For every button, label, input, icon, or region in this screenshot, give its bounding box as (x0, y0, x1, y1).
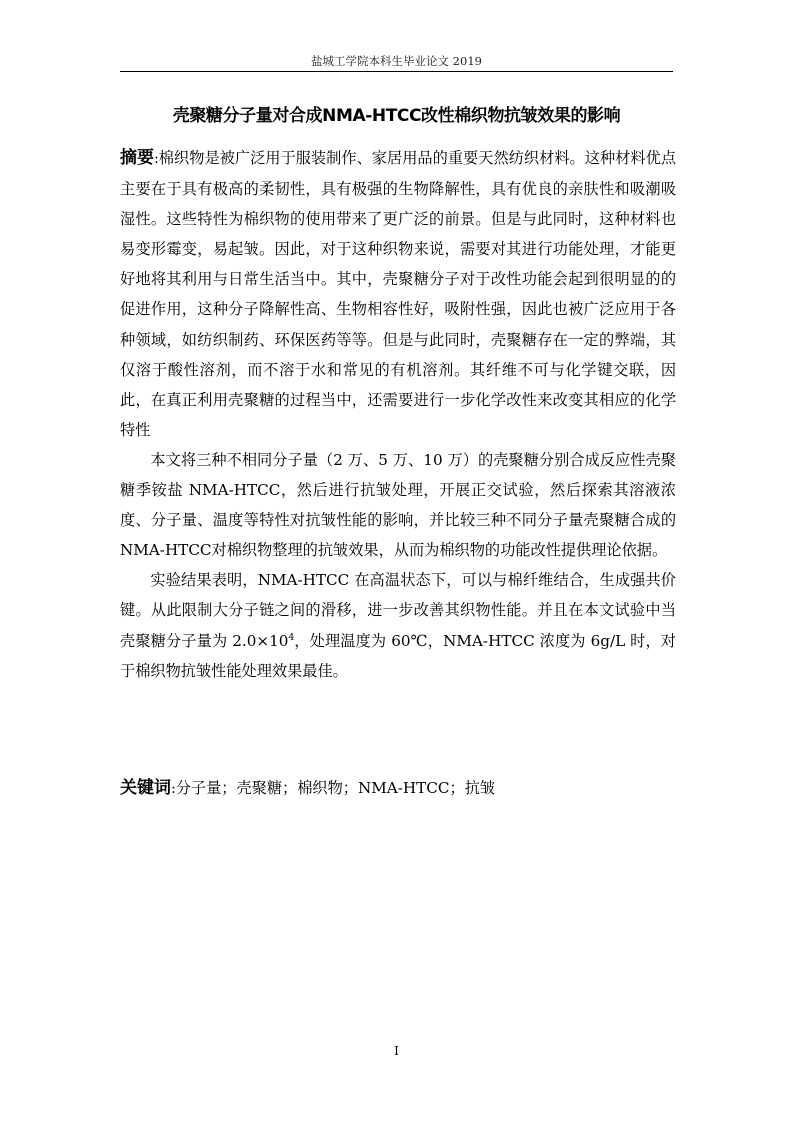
abstract-paragraph-3 (120, 565, 676, 685)
keywords-label: 关键词 (120, 778, 171, 798)
abstract-paragraph-1 (120, 143, 676, 445)
abstract-label: 摘要 (120, 148, 155, 168)
abstract-paragraph-3-text-b: ，处理温度为 60℃，NMA-HTCC 浓度为 6g/L 时，对于棉织物抗皱性能处理效果最佳。 (120, 631, 676, 680)
exponent-superscript: 4 (288, 632, 295, 643)
document-title: 壳聚糖分子量对合成NMA-HTCC改性棉织物抗皱效果的影响 (172, 106, 621, 126)
page-header: 盐城工学院本科生毕业论文 2019 (311, 54, 482, 68)
abstract-paragraph-1-text: 棉织物是被广泛用于服装制作、家居用品的重要天然纺织材料。这种材料优点主要在于具有极高的柔韧性，具有极强的生物降解性，具有优良的亲肤性和吸潮吸湿性。这些特性为棉织物的使用带来了更广泛的前景。但是与此同时，这种材料也易变形霉变，易起皱。因此，对于这种织物来说，需要对其进行功能处理，才能更好地将其利用与日常生活当中。其中，壳聚糖分子对于改性功能会起到很明显的的促进作用，这种分子降解性高、生物相容性好，吸附性强，因此也被广泛应用于各种领域，如纺织制药、环保医药等等。但是与此同时，壳聚糖存在一定的弊端，其仅溶于酸性溶剂，而不溶于水和常见的有机溶剂。其纤维不可与化学键交联，因此，在真正利用壳聚糖的过程当中，还需要进行一步化学改性来改变其相应的化学特性 (120, 149, 677, 439)
header-rule (120, 71, 673, 72)
abstract-paragraph-2: 本文将三种不相同分子量（2 万、5 万、10 万）的壳聚糖分别合成反应性壳聚糖季铵盐 NMA-HTCC，然后进行抗皱处理，开展正交试验，然后探索其溶液浓度、分子量、温度等特性对抗皱性能的影响，并比较三种不同分子量壳聚糖合成的NMA-HTCC对棉织物整理的抗皱效果，从而为棉织物的功能改性提供理论依据。 (120, 450, 676, 560)
abstract-label-colon: : (154, 151, 159, 167)
keywords-label-colon: : (171, 781, 176, 797)
keywords-text: 分子量；壳聚糖；棉织物；NMA-HTCC；抗皱 (175, 779, 496, 797)
page-number: I (394, 1044, 399, 1058)
keywords-section (120, 774, 676, 803)
abstract-paragraph-3-text-a: 实验结果表明，NMA-HTCC 在高温状态下，可以与棉纤维结合，生成强共价键。从此限制大分子链之间的滑移，进一步改善其织物性能。并且在本文试验中当壳聚糖分子量为 2.0×10 (120, 571, 676, 650)
abstract-section (120, 143, 676, 686)
